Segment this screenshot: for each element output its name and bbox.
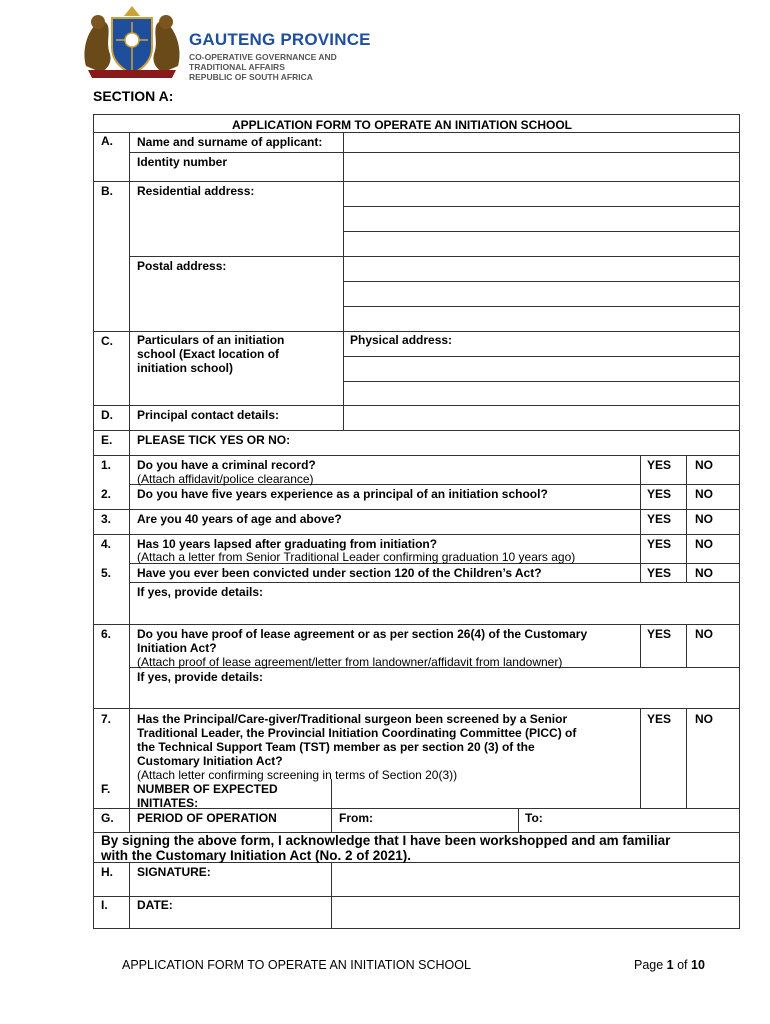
q2-yes-box[interactable]: YES	[647, 487, 672, 501]
page-prefix: Page	[634, 958, 667, 972]
q3-no-box[interactable]: NO	[695, 512, 713, 526]
page-total: 10	[691, 958, 705, 972]
logo-title: GAUTENG PROVINCE	[189, 30, 371, 49]
q7-text-line-4: Customary Initiation Act?	[137, 754, 283, 768]
identity-number-label: Identity number	[137, 155, 228, 169]
q1-no-box[interactable]: NO	[695, 458, 713, 472]
q1-yes-box[interactable]: YES	[647, 458, 672, 472]
q4-note: (Attach a letter from Senior Traditional Leader confirming graduation 10 years ago)	[137, 550, 576, 564]
particulars-line-2: school (Exact location of	[137, 347, 280, 361]
row-i-letter: I.	[101, 898, 108, 912]
q5-details-label: If yes, provide details:	[137, 585, 264, 599]
q4-yes-box[interactable]: YES	[647, 537, 672, 551]
q1-text: Do you have a criminal record?	[137, 458, 316, 472]
q5-no-box[interactable]: NO	[695, 566, 713, 580]
q6-text-line-2: Initiation Act?	[137, 641, 217, 655]
signature-field[interactable]	[332, 863, 739, 896]
coat-of-arms-icon	[80, 4, 184, 80]
date-label: DATE:	[137, 898, 173, 912]
q7-text-line-3: the Technical Support Team (TST) member as per section 20 (3) of the	[137, 740, 535, 754]
q6-note: (Attach proof of lease agreement/letter from landowner/affidavit from landowner)	[137, 655, 563, 669]
expected-initiates-line-2: INITIATES:	[137, 796, 199, 810]
particulars-line-3: initiation school)	[137, 361, 233, 375]
q5-yes-box[interactable]: YES	[647, 566, 672, 580]
page-mid: of	[673, 958, 691, 972]
period-of-operation-label: PERIOD OF OPERATION	[137, 811, 277, 825]
q6-num: 6.	[101, 627, 112, 641]
q5-text: Have you ever been convicted under section 120 of the Children’s Act?	[137, 566, 542, 580]
date-field[interactable]	[332, 897, 739, 928]
q7-num: 7.	[101, 712, 112, 726]
logo-line-3: REPUBLIC OF SOUTH AFRICA	[189, 72, 313, 82]
q4-no-box[interactable]: NO	[695, 537, 713, 551]
q7-note: (Attach letter confirming screening in terms of Section 20(3))	[137, 768, 458, 782]
row-e-letter: E.	[101, 433, 113, 447]
physical-address-label: Physical address:	[350, 333, 453, 347]
q6-yes-box[interactable]: YES	[647, 627, 672, 641]
to-field[interactable]	[550, 809, 739, 832]
row-g-letter: G.	[101, 811, 114, 825]
q3-yes-box[interactable]: YES	[647, 512, 672, 526]
to-label: To:	[525, 811, 543, 825]
q5-num: 5.	[101, 566, 112, 580]
logo-line-1: CO-OPERATIVE GOVERNANCE AND	[189, 52, 337, 62]
q6-text-line-1: Do you have proof of lease agreement or as per section 26(4) of the Customary	[137, 627, 588, 641]
q2-text: Do you have five years experience as a principal of an initiation school?	[137, 487, 548, 501]
q1-note: (Attach affidavit/police clearance)	[137, 472, 314, 486]
coat-of-arms-logo	[80, 4, 184, 80]
q4-text: Has 10 years lapsed after graduating from initiation?	[137, 537, 438, 551]
q7-no-box[interactable]: NO	[695, 712, 713, 726]
q7-text-line-1: Has the Principal/Care-giver/Traditional surgeon been screened by a Senior	[137, 712, 568, 726]
q2-no-box[interactable]: NO	[695, 487, 713, 501]
form-title: APPLICATION FORM TO OPERATE AN INITIATION SCHOOL	[232, 118, 572, 132]
q3-num: 3.	[101, 512, 112, 526]
footer-title: APPLICATION FORM TO OPERATE AN INITIATION SCHOOL	[122, 958, 471, 972]
row-b-letter: B.	[101, 184, 113, 198]
physical-address-field[interactable]	[344, 357, 739, 405]
row-f-letter: F.	[101, 782, 111, 796]
declaration-line-2: with the Customary Initiation Act (No. 2 of 2021).	[101, 848, 412, 863]
identity-number-field[interactable]	[344, 153, 739, 181]
from-field[interactable]	[380, 809, 517, 832]
postal-address-label: Postal address:	[137, 259, 227, 273]
residential-address-field[interactable]	[344, 182, 739, 256]
row-d-letter: D.	[101, 408, 113, 422]
q7-yes-box[interactable]: YES	[647, 712, 672, 726]
q2-num: 2.	[101, 487, 112, 501]
signature-label: SIGNATURE:	[137, 865, 211, 879]
expected-initiates-line-1: NUMBER OF EXPECTED	[137, 782, 278, 796]
expected-initiates-field[interactable]	[332, 780, 739, 808]
postal-address-field[interactable]	[344, 257, 739, 331]
q3-text: Are you 40 years of age and above?	[137, 512, 342, 526]
name-surname-field[interactable]	[344, 133, 739, 152]
q7-text-line-2: Traditional Leader, the Provincial Initiation Coordinating Committee (PICC) of	[137, 726, 577, 740]
from-label: From:	[339, 811, 373, 825]
name-surname-label: Name and surname of applicant:	[137, 135, 323, 149]
logo-line-2: TRADITIONAL AFFAIRS	[189, 62, 285, 72]
q5-details-field[interactable]	[130, 600, 739, 624]
row-a-letter: A.	[101, 134, 113, 148]
row-h-letter: H.	[101, 865, 113, 879]
row-c-letter: C.	[101, 334, 113, 348]
page-number: 1	[666, 958, 674, 972]
q1-num: 1.	[101, 458, 112, 472]
page-indicator	[634, 958, 705, 972]
principal-contact-label: Principal contact details:	[137, 408, 280, 422]
q6-details-field[interactable]	[130, 685, 739, 708]
q6-no-box[interactable]: NO	[695, 627, 713, 641]
tick-yes-no-label: PLEASE TICK YES OR NO:	[137, 433, 291, 447]
residential-address-label: Residential address:	[137, 184, 255, 198]
declaration-line-1: By signing the above form, I acknowledge that I have been workshopped and am familiar	[101, 833, 671, 848]
particulars-line-1: Particulars of an initiation	[137, 333, 285, 347]
section-label: SECTION A:	[93, 88, 174, 104]
q4-num: 4.	[101, 537, 112, 551]
principal-contact-field[interactable]	[344, 406, 739, 430]
q6-details-label: If yes, provide details:	[137, 670, 264, 684]
